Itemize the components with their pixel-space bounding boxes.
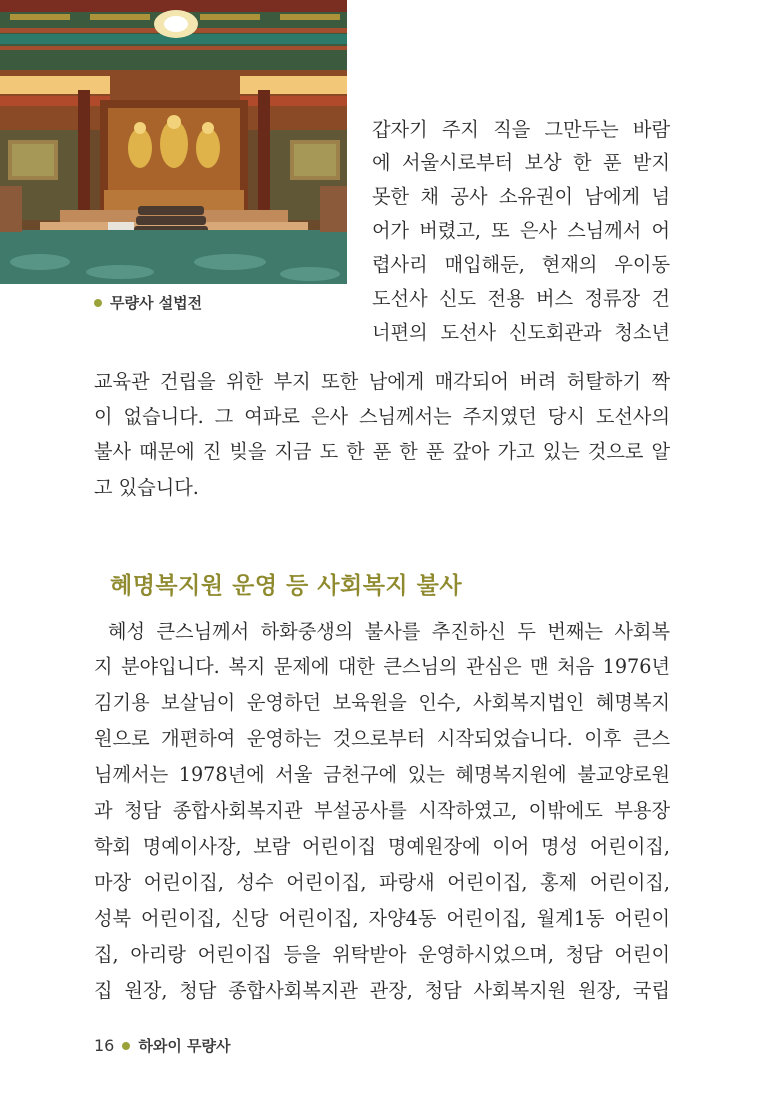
body-text-line: 님께서는 1978년에 서울 금천구에 있는 혜명복지원에 불교양로원 [94,763,670,786]
body-text-line: 원으로 개편하여 운영하는 것으로부터 시작되었습니다. 이후 큰스 [94,727,670,750]
body-text-line: 김기용 보살님이 운영하던 보육원을 인수, 사회복지법인 혜명복지 [94,691,670,714]
body-text-line: 이 없습니다. 그 여파로 은사 스님께서는 주지였던 당시 도선사의 [94,405,670,428]
bullet-dot [94,299,102,307]
body-text-line: 어가 버렸고, 또 은사 스님께서 어 [372,219,670,242]
page-number: 16 [94,1036,115,1055]
body-text-line: 지 분야입니다. 복지 문제에 대한 큰스님의 관심은 맨 처음 1976년 [94,655,670,678]
body-text-line: 과 청담 종합사회복지관 부설공사를 시작하였고, 이밖에도 부용장 [94,799,670,822]
body-text-line: 집, 아리랑 어린이집 등을 위탁받아 운영하시었으며, 청담 어린이 [94,943,670,966]
body-text-line: 못한 채 공사 소유권이 남에게 넘 [372,185,670,208]
body-text-line: 너편의 도선사 신도회관과 청소년 [372,321,670,344]
body-text-line: 고 있습니다. [94,476,199,499]
body-text-line: 교육관 건립을 위한 부지 또한 남에게 매각되어 버려 허탈하기 짝 [94,370,670,393]
body-text-line: 갑자기 주지 직을 그만두는 바람 [372,118,670,141]
body-text-line: 불사 때문에 진 빚을 지금 도 한 푼 한 푼 갚아 가고 있는 것으로 알 [94,440,670,463]
body-text-line: 렵사리 매입해둔, 현재의 우이동 [372,253,670,276]
body-text-line: 혜성 큰스님께서 하화중생의 불사를 추진하신 두 번째는 사회복 [108,620,670,643]
body-text-line: 성북 어린이집, 신당 어린이집, 자양4동 어린이집, 월계1동 어린이 [94,907,670,930]
photo-caption [94,292,202,313]
page-footer [94,1035,231,1056]
section-heading: 혜명복지원 운영 등 사회복지 불사 [110,573,463,599]
body-text-line: 도선사 신도 전용 버스 정류장 건 [372,287,670,310]
body-text-line: 에 서울시로부터 보상 한 푼 받지 [372,151,670,174]
footer-bullet-dot [122,1042,130,1050]
temple-hall-photo [0,0,347,284]
caption-text: 무량사 설법전 [110,294,203,312]
body-text-line: 집 원장, 청담 종합사회복지관 관장, 청담 사회복지원 원장, 국립 [94,979,670,1002]
body-text-line: 학회 명예이사장, 보람 어린이집 명예원장에 이어 명성 어린이집, [94,835,670,858]
book-title: 하와이 무량사 [138,1037,231,1055]
body-text-line: 마장 어린이집, 성수 어린이집, 파랑새 어린이집, 홍제 어린이집, [94,871,670,894]
